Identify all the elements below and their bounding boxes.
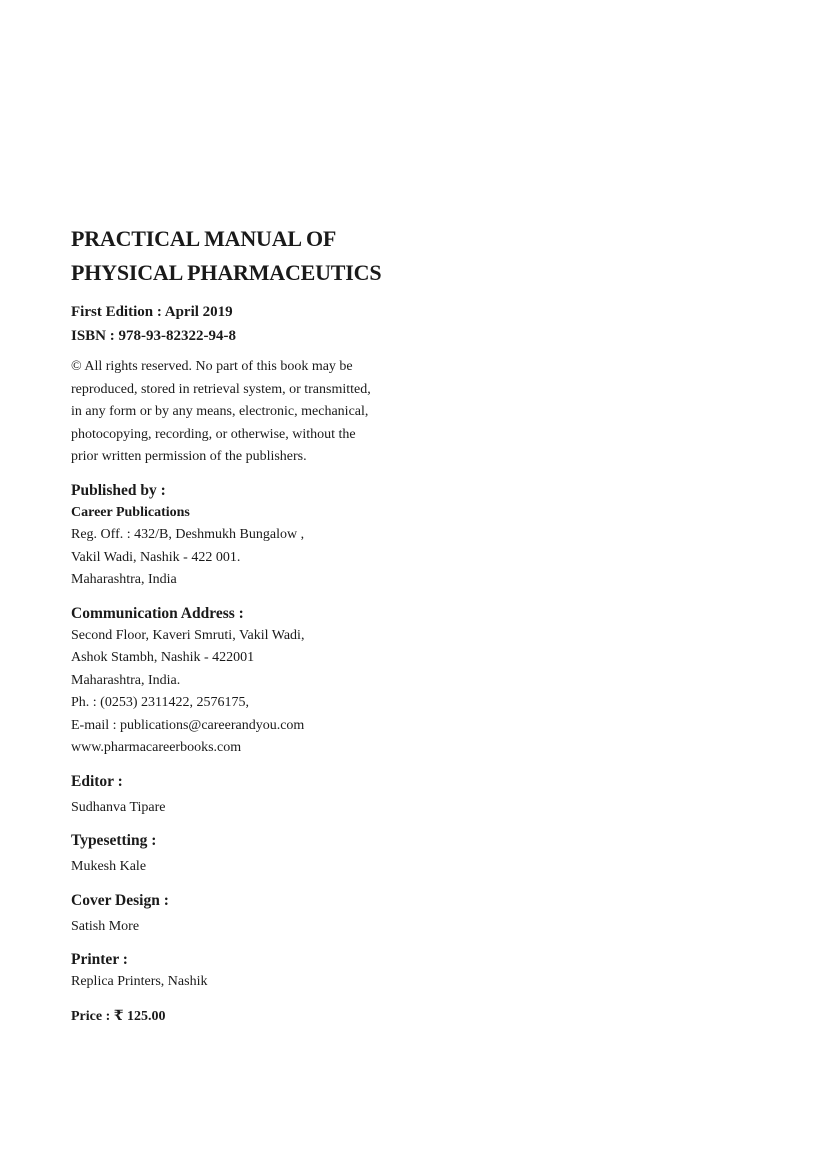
copyright-page: [71, 222, 491, 1028]
publisher-address-line: Maharashtra, India: [71, 572, 177, 587]
price: Price : ₹ 125.00: [71, 1008, 166, 1024]
communication-phone: Ph. : (0253) 2311422, 2576175,: [71, 695, 249, 710]
editor-heading: Editor :: [71, 772, 123, 790]
publisher-address-line: Reg. Off. : 432/B, Deshmukh Bungalow ,: [71, 527, 305, 542]
book-title: [71, 222, 491, 290]
communication-website: www.pharmacareerbooks.com: [71, 740, 242, 755]
publisher-name: Career Publications: [71, 504, 190, 520]
cover-design-section: [71, 890, 491, 939]
typesetting-name: Mukesh Kale: [71, 859, 147, 874]
edition-info: [71, 300, 491, 348]
isbn-line: ISBN : 978-93-82322-94-8: [71, 328, 236, 344]
communication-line: Maharashtra, India.: [71, 672, 181, 688]
typesetting-heading: Typesetting :: [71, 832, 157, 849]
communication-section: [71, 603, 491, 760]
title-line-1: PRACTICAL MANUAL OF: [71, 226, 337, 251]
printer-section: [71, 949, 491, 994]
rights-line: reproduced, stored in retrieval system, or transmitted,: [71, 381, 371, 397]
printer-heading: Printer :: [71, 951, 128, 968]
communication-heading: Communication Address :: [71, 604, 244, 622]
publisher-address-line: Vakil Wadi, Nashik - 422 001.: [71, 549, 241, 565]
rights-line: prior written permission of the publishers.: [71, 449, 307, 464]
cover-design-heading: Cover Design :: [71, 891, 169, 909]
rights-line: © All rights reserved. No part of this book may be: [71, 359, 353, 374]
typesetting-section: [71, 830, 491, 879]
editor-section: [71, 771, 491, 820]
rights-notice: [71, 356, 491, 469]
communication-line: Second Floor, Kaveri Smruti, Vakil Wadi,: [71, 627, 305, 643]
edition-line: First Edition : April 2019: [71, 304, 233, 320]
editor-name: Sudhanva Tipare: [71, 799, 166, 815]
published-by-section: [71, 480, 491, 592]
communication-email: E-mail : publications@careerandyou.com: [71, 717, 305, 733]
printer-name: Replica Printers, Nashik: [71, 974, 208, 989]
cover-designer-name: Satish More: [71, 918, 140, 934]
rights-line: photocopying, recording, or otherwise, without the: [71, 426, 356, 442]
rights-line: in any form or by any means, electronic, mechanical,: [71, 404, 369, 419]
published-by-heading: Published by :: [71, 481, 166, 499]
title-line-2: PHYSICAL PHARMACEUTICS: [71, 260, 382, 285]
communication-line: Ashok Stambh, Nashik - 422001: [71, 650, 255, 665]
